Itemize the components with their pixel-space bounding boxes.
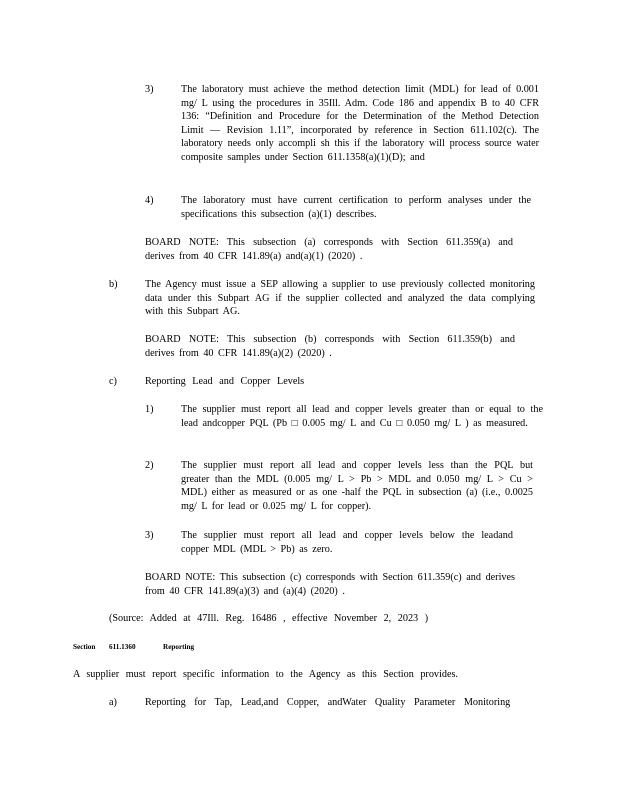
section-intro: A supplier must report specific information to the Agency as this Section provides. bbox=[73, 669, 458, 680]
item-c-label: c) bbox=[109, 376, 117, 387]
item-4-text: The laboratory must have current certification to perform analyses under the specifications this subsection (a)(1) describes. bbox=[181, 195, 531, 220]
item-3-label: 3) bbox=[145, 84, 154, 95]
item-b-text: The Agency must issue a SEP allowing a supplier to use previously collected monitoring data under this Subpart AG if the supplier collected and analyzed the data complying with this Subpart AG. bbox=[145, 279, 535, 318]
source-note: (Source: Added at 47Ill. Reg. 16486 , effective November 2, 2023 ) bbox=[109, 613, 429, 624]
section-title: Reporting bbox=[163, 643, 195, 651]
item-c3-label: 3) bbox=[145, 530, 154, 541]
section-number: 611.1360 bbox=[109, 643, 136, 651]
item-c3-text: The supplier must report all lead and copper levels below the leadand copper MDL (MDL > Pb) as zero. bbox=[181, 530, 513, 555]
section-label: Section bbox=[73, 643, 96, 651]
board-note-b: BOARD NOTE: This subsection (b) corresponds with Section 611.359(b) and derives from 40 CFR 141.89(a)(2) (2020) . bbox=[145, 334, 515, 359]
item-4-label: 4) bbox=[145, 195, 154, 206]
item-c2-label: 2) bbox=[145, 460, 154, 471]
item-3-text: The laboratory must achieve the method detection limit (MDL) for lead of 0.001 mg/ L using the procedures in 35Ill. Adm. Code 186 and appendix B to 40 CFR 136: “Definition and Procedure for the Determination of the Method Detection Limit — Revision 1.11”, incorporated by reference in Section 611.102(c). The laboratory needs only accompli sh this if the laboratory will process source water composite samples under Section 611.1358(a)(1)(D); and bbox=[181, 84, 539, 163]
item-c2-text: The supplier must report all lead and copper levels less than the PQL but greater than the MDL (0.005 mg/ L > Pb > MDL and 0.050 mg/ L > Cu > MDL) either as measured or as one -half the PQL in subsection (a) (i.e., 0.0025 mg/ L for lead or 0.025 mg/ L for copper). bbox=[181, 460, 533, 512]
board-note-c: BOARD NOTE: This subsection (c) corresponds with Section 611.359(c) and derives from 40 CFR 141.89(a)(3) and (a)(4) (2020) . bbox=[145, 572, 515, 597]
item-b-label: b) bbox=[109, 279, 118, 290]
item-c1-text: The supplier must report all lead and copper levels greater than or equal to the lead andcopper PQL (Pb □ 0.005 mg/ L and Cu □ 0.050 mg/ L ) as measured. bbox=[181, 404, 543, 429]
item-a-heading: Reporting for Tap, Lead,and Copper, andWater Quality Parameter Monitoring bbox=[145, 697, 511, 708]
board-note-a: BOARD NOTE: This subsection (a) corresponds with Section 611.359(a) and derives from 40 CFR 141.89(a) and(a)(1) (2020) . bbox=[145, 237, 513, 262]
item-c-heading: Reporting Lead and Copper Levels bbox=[145, 376, 305, 387]
item-a-label: a) bbox=[109, 697, 117, 708]
item-c1-label: 1) bbox=[145, 404, 154, 415]
